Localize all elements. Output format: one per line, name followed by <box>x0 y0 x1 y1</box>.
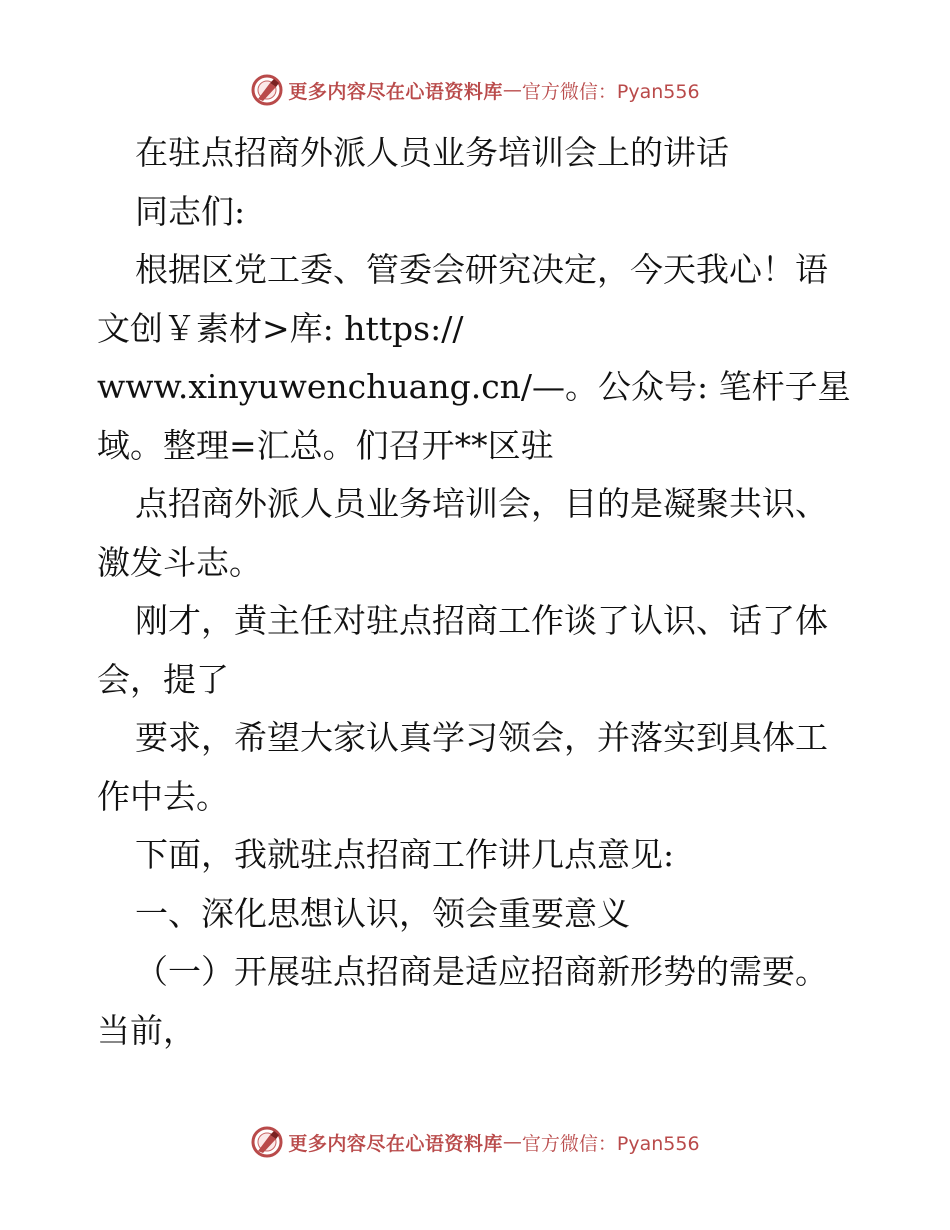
document-body <box>97 124 857 1060</box>
document-line: www.xinyuwenchuang.cn/—。公众号: 笔杆子星 <box>97 367 851 406</box>
document-line: 作中去。 <box>97 776 229 816</box>
document-line: （一）开展驻点招商是适应招商新形势的需要。 <box>135 952 828 991</box>
document-line: 根据区党工委、管委会研究决定，今天我心！语 <box>135 250 828 289</box>
watermark-separator: — <box>502 79 522 101</box>
header-watermark <box>0 70 950 110</box>
document-line: 刚才，黄主任对驻点招商工作谈了认识、话了体 <box>135 601 828 640</box>
document-line: 在驻点招商外派人员业务培训会上的讲话 <box>135 133 729 172</box>
watermark-main-text: 更多内容尽在心语资料库 <box>288 80 503 103</box>
document-line: 同志们: <box>135 191 246 231</box>
document-line: 下面，我就驻点招商工作讲几点意见: <box>135 835 675 874</box>
document-line: 会，提了 <box>97 659 229 699</box>
document-line: 文创￥素材>库: https:// <box>97 308 464 348</box>
document-line: 域。整理=汇总。们召开**区驻 <box>97 425 554 465</box>
watermark-wechat-text: 官方微信：Pyan556 <box>521 80 700 103</box>
pen-nib-logo-icon <box>250 1125 284 1159</box>
watermark-separator: — <box>502 1131 522 1153</box>
watermark-wechat-text: 官方微信：Pyan556 <box>521 1132 700 1155</box>
document-line: 激发斗志。 <box>97 542 262 582</box>
pen-nib-logo-icon <box>250 73 284 107</box>
footer-watermark <box>0 1122 950 1162</box>
document-line: 当前， <box>97 1010 196 1050</box>
document-line: 要求，希望大家认真学习领会，并落实到具体工 <box>135 718 828 757</box>
document-line: 一、深化思想认识，领会重要意义 <box>135 893 630 933</box>
watermark-main-text: 更多内容尽在心语资料库 <box>288 1132 503 1155</box>
document-line: 点招商外派人员业务培训会，目的是凝聚共识、 <box>135 484 828 523</box>
